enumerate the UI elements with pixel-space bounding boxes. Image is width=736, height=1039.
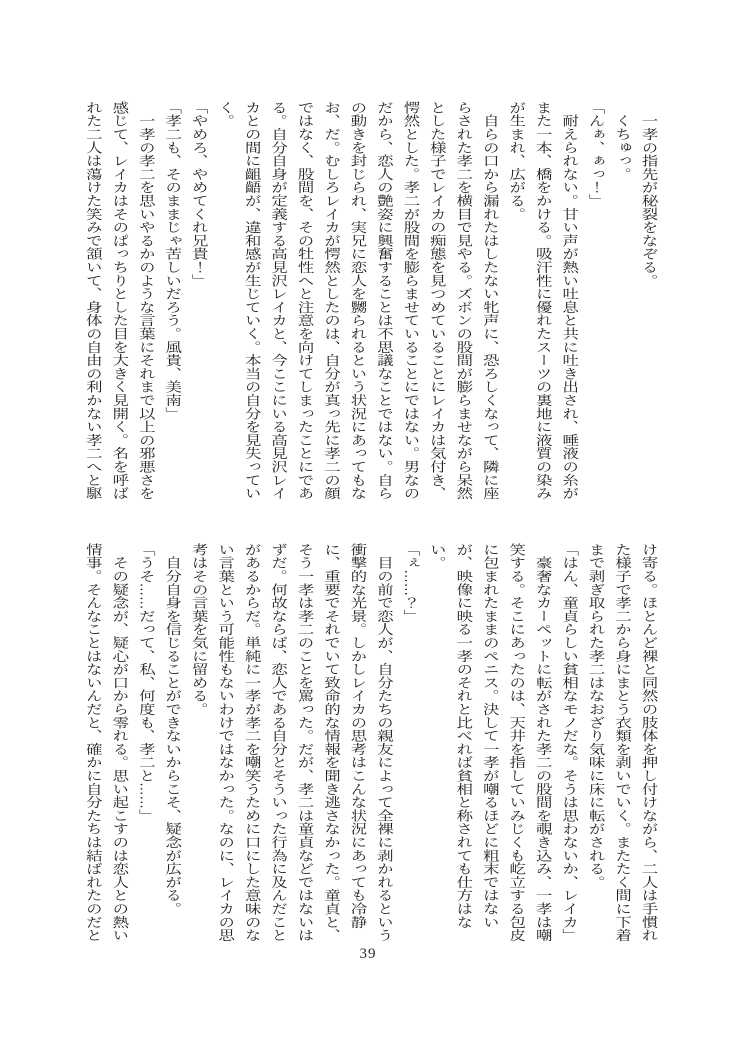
text-line: が生まれ、広がる。 [507,101,526,221]
text-line: らされた孝二を横目で見やる。ズボンの股間が膨らませながら呆然 [454,101,473,500]
text-line: とした様子でレイカの痴態を見つめていることにレイカは気付き、 [427,101,447,500]
text-line: 情事。そんなことはないんだと、確かに自分たちは結ばれたのだと [83,543,103,942]
text-line: く。 [215,101,235,128]
text-line: 自分自身を信じることができないからこそ、疑念が広がる。 [163,543,182,916]
text-line: 衝撃的な光景。しかしレイカの思考はこんな状況にあっても冷静 [348,543,368,929]
text-line: ではなく、股間を、その牡性へと注意を向けてしまったことにであ [295,101,315,500]
text-line: 「うそ……だって、私、何度も、孝二と……」 [136,543,156,823]
bottom-text-block [80,543,662,949]
text-line: れた二人は蕩けた笑みで頷いて、身体の自由の利かない孝二へと駆 [83,101,103,500]
text-line: に包まれたままのペニス。決して一孝が嘲るほどに粗末ではない [480,543,500,929]
text-line: 笑する。そこにあったのは、天井を指していみじくも屹立する包皮 [507,543,526,942]
text-line: い。 [427,543,447,570]
text-line: 「やめろ、やめてくれ兄貴！」 [189,101,209,288]
text-line: 愕然とした。孝二が股間を膨らませていることにではない。男なの [401,101,421,500]
text-line: お、だ。むしろレイカが愕然としたのは、自分が真っ先に孝二の顔 [321,101,341,500]
top-text-block [80,101,662,507]
text-line: た様子で孝二から身にまとう衣類を剥いでいく。またたく間に下着 [612,543,632,942]
text-line: 「んぁ、ぁっ！」 [586,101,606,208]
text-line: 自らの口から漏れたはしたない牝声に、恐ろしくなって、隣に座 [480,101,500,500]
text-line: 目の前で恋人が、自分たちの親友によって全裸に剥かれるという [374,543,394,942]
text-line: に、重要でそれでいて致命的な情報を聞き逃さなかった。童貞と、 [321,543,341,942]
text-line: 一孝の孝二を思いやるかのような言葉にそれまで以上の邪悪さを [136,101,156,500]
text-line: カとの間に齟齬が、違和感が生じていく。本当の自分を見失ってい [242,101,262,500]
text-line: の動きを封じられ、実兄に恋人を嬲られるという状況にあってもな [348,101,368,500]
text-line: まで剥ぎ取られた孝二はなおざり気味に床に転がされる。 [586,543,606,889]
text-line: 「ぇ……？」 [401,543,421,623]
text-line: があるからだ。単純に一孝が孝二を嘲笑うために口にした意味のな [242,543,262,942]
text-line: 耐えられない。甘い声が熱い吐息と共に吐き出され、唾液の糸が [559,101,579,500]
text-line: い言葉という可能性もないわけではなかった。なのに、レイカの思 [215,543,235,942]
text-line: る。自分自身が定義する高見沢レイカと、今ここにいる高見沢レイ [268,101,288,500]
page-number: 39 [359,946,377,962]
text-line: そう一孝は孝二のことを罵った。だが、孝二は童貞などではないは [295,543,315,942]
text-line: ずだ。何故ならば、恋人である自分とそういった行為に及んだこと [268,543,288,942]
text-line: が、映像に映る一孝のそれと比べれば貧相と称されても仕方はな [454,543,473,929]
text-line: 「孝二も、そのままじゃ苦しいだろう。風貴、美南」 [163,101,182,421]
text-line: その疑念が、疑心が口から零れる。思い起こすのは恋人との熱い [110,543,130,942]
text-line: また一本、橋をかける。吸汗性に優れたスーツの裏地に液質の染み [533,101,553,500]
text-line: だから、恋人の艶姿に興奮することは不思議なことではない。自ら [374,101,394,500]
text-line: 考はその言葉を気に留める。 [189,543,209,716]
text-line: 「はん、童貞らしい貧相なモノだな。そうは思わないか、レイカ」 [559,543,579,942]
text-line: 豪奢なカーペットに転がされた孝二の股間を覗き込み、一孝は嘲 [533,543,553,942]
text-line: くちゅっ。 [612,101,632,181]
text-line: 感じて、レイカはそのぱっちりとした目を大きく見開く。名を呼ば [110,101,130,500]
text-line: け寄る。ほとんど裸と同然の肢体を押し付けながら、二人は手慣れ [639,543,659,942]
text-line: 一孝の指先が秘裂をなぞる。 [639,101,659,288]
